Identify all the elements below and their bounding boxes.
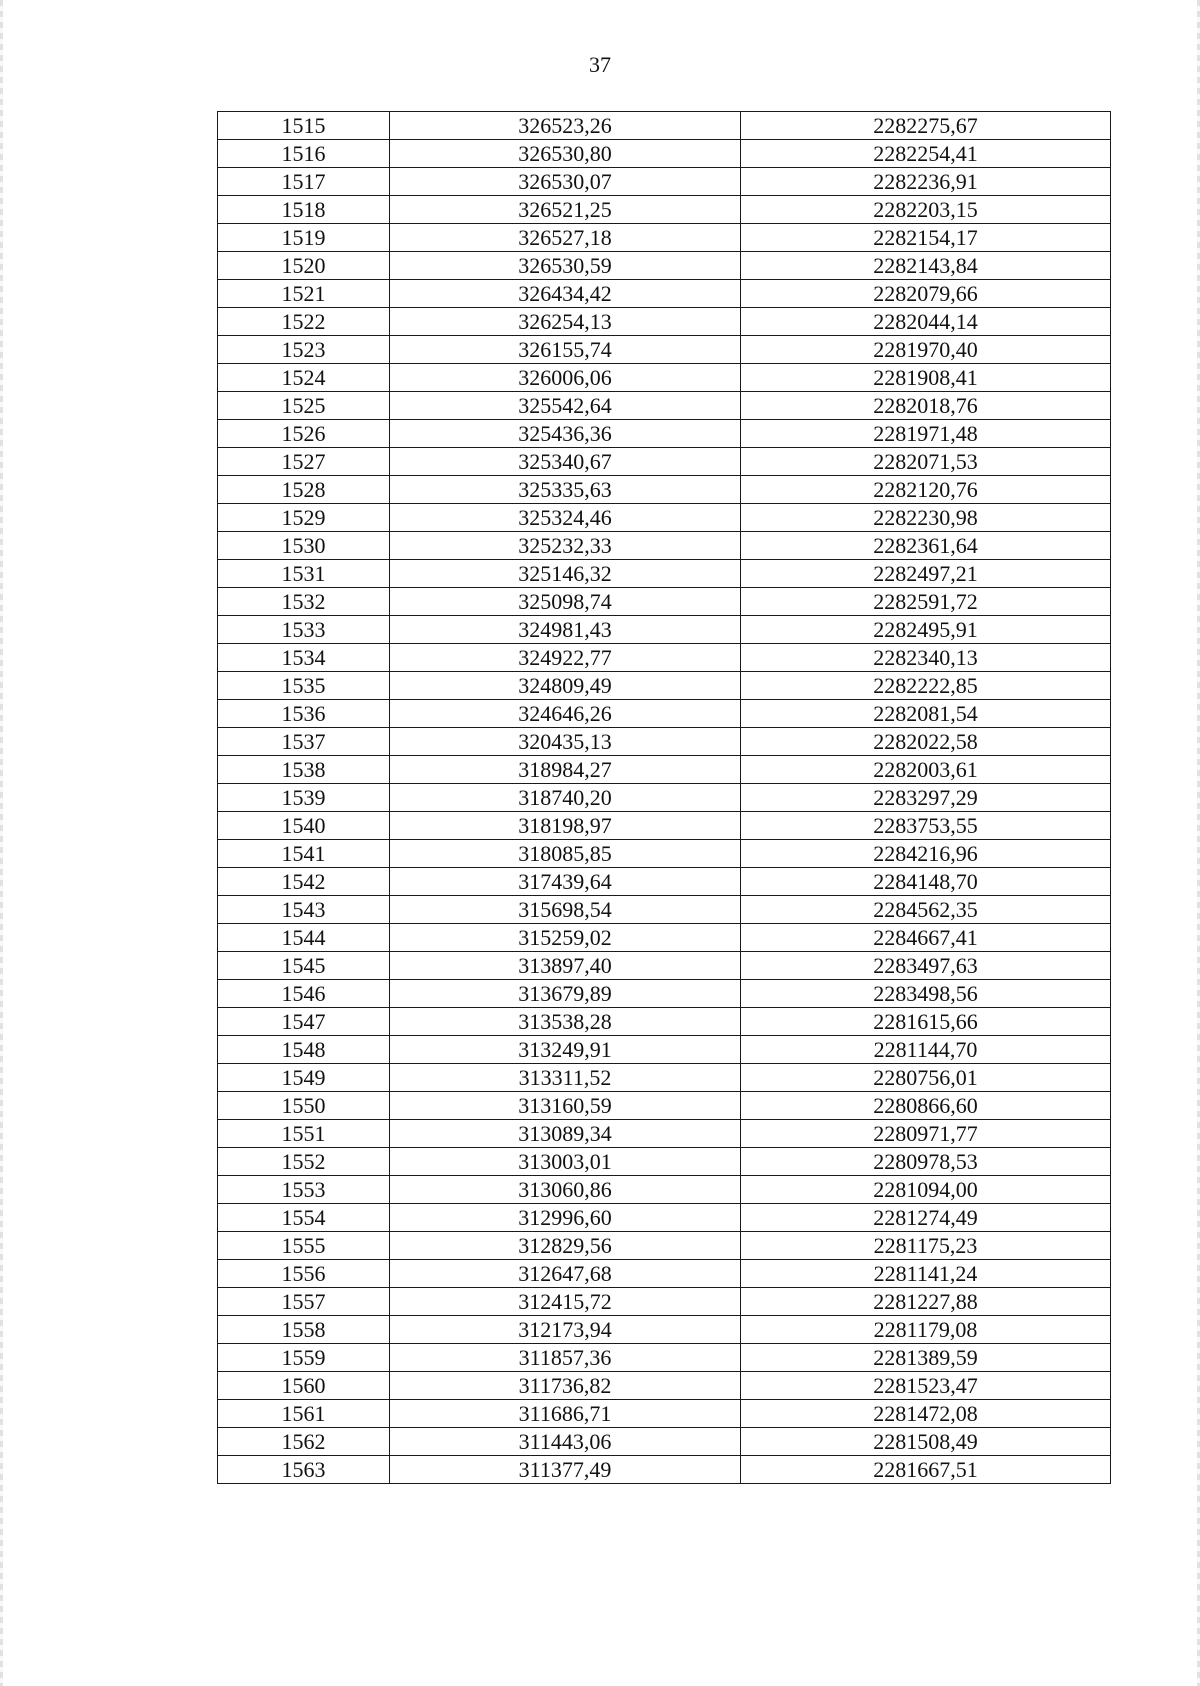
point-number-cell: 1541 — [218, 840, 390, 868]
table-row — [218, 252, 1111, 280]
x-coordinate-cell: 325146,32 — [390, 560, 741, 588]
y-coordinate-cell: 2284148,70 — [741, 868, 1111, 896]
table-row — [218, 448, 1111, 476]
y-coordinate-cell: 2282143,84 — [741, 252, 1111, 280]
y-coordinate-cell: 2282236,91 — [741, 168, 1111, 196]
point-number-cell: 1548 — [218, 1036, 390, 1064]
table-row — [218, 980, 1111, 1008]
y-coordinate-cell: 2281274,49 — [741, 1204, 1111, 1232]
table-row — [218, 1428, 1111, 1456]
point-number-cell: 1529 — [218, 504, 390, 532]
y-coordinate-cell: 2282022,58 — [741, 728, 1111, 756]
table-row — [218, 1148, 1111, 1176]
table-row — [218, 1064, 1111, 1092]
point-number-cell: 1554 — [218, 1204, 390, 1232]
x-coordinate-cell: 317439,64 — [390, 868, 741, 896]
point-number-cell: 1519 — [218, 224, 390, 252]
x-coordinate-cell: 326521,25 — [390, 196, 741, 224]
x-coordinate-cell: 313311,52 — [390, 1064, 741, 1092]
point-number-cell: 1528 — [218, 476, 390, 504]
point-number-cell: 1523 — [218, 336, 390, 364]
point-number-cell: 1516 — [218, 140, 390, 168]
y-coordinate-cell: 2282361,64 — [741, 532, 1111, 560]
point-number-cell: 1527 — [218, 448, 390, 476]
y-coordinate-cell: 2282081,54 — [741, 700, 1111, 728]
y-coordinate-cell: 2284562,35 — [741, 896, 1111, 924]
point-number-cell: 1562 — [218, 1428, 390, 1456]
point-number-cell: 1563 — [218, 1456, 390, 1484]
y-coordinate-cell: 2281667,51 — [741, 1456, 1111, 1484]
table-row — [218, 728, 1111, 756]
y-coordinate-cell: 2282018,76 — [741, 392, 1111, 420]
y-coordinate-cell: 2282254,41 — [741, 140, 1111, 168]
x-coordinate-cell: 315698,54 — [390, 896, 741, 924]
x-coordinate-cell: 311377,49 — [390, 1456, 741, 1484]
table-row — [218, 1400, 1111, 1428]
table-row — [218, 672, 1111, 700]
x-coordinate-cell: 311736,82 — [390, 1372, 741, 1400]
table-row — [218, 1344, 1111, 1372]
point-number-cell: 1550 — [218, 1092, 390, 1120]
table-row — [218, 1260, 1111, 1288]
x-coordinate-cell: 312173,94 — [390, 1316, 741, 1344]
point-number-cell: 1549 — [218, 1064, 390, 1092]
x-coordinate-cell: 312996,60 — [390, 1204, 741, 1232]
table-row — [218, 168, 1111, 196]
x-coordinate-cell: 318984,27 — [390, 756, 741, 784]
x-coordinate-cell: 311443,06 — [390, 1428, 741, 1456]
point-number-cell: 1556 — [218, 1260, 390, 1288]
point-number-cell: 1536 — [218, 700, 390, 728]
table-row — [218, 1092, 1111, 1120]
x-coordinate-cell: 325098,74 — [390, 588, 741, 616]
point-number-cell: 1561 — [218, 1400, 390, 1428]
table-row — [218, 532, 1111, 560]
point-number-cell: 1518 — [218, 196, 390, 224]
point-number-cell: 1560 — [218, 1372, 390, 1400]
point-number-cell: 1537 — [218, 728, 390, 756]
x-coordinate-cell: 326006,06 — [390, 364, 741, 392]
table-row — [218, 700, 1111, 728]
x-coordinate-cell: 324809,49 — [390, 672, 741, 700]
y-coordinate-cell: 2282154,17 — [741, 224, 1111, 252]
x-coordinate-cell: 325324,46 — [390, 504, 741, 532]
y-coordinate-cell: 2281179,08 — [741, 1316, 1111, 1344]
table-row — [218, 1232, 1111, 1260]
y-coordinate-cell: 2282071,53 — [741, 448, 1111, 476]
coordinates-table — [217, 111, 1111, 1484]
y-coordinate-cell: 2281227,88 — [741, 1288, 1111, 1316]
x-coordinate-cell: 325436,36 — [390, 420, 741, 448]
point-number-cell: 1517 — [218, 168, 390, 196]
y-coordinate-cell: 2282222,85 — [741, 672, 1111, 700]
y-coordinate-cell: 2282230,98 — [741, 504, 1111, 532]
point-number-cell: 1515 — [218, 112, 390, 140]
point-number-cell: 1526 — [218, 420, 390, 448]
table-row — [218, 644, 1111, 672]
y-coordinate-cell: 2280978,53 — [741, 1148, 1111, 1176]
y-coordinate-cell: 2280971,77 — [741, 1120, 1111, 1148]
y-coordinate-cell: 2282044,14 — [741, 308, 1111, 336]
y-coordinate-cell: 2284216,96 — [741, 840, 1111, 868]
point-number-cell: 1553 — [218, 1176, 390, 1204]
table-row — [218, 280, 1111, 308]
x-coordinate-cell: 311857,36 — [390, 1344, 741, 1372]
table-row — [218, 476, 1111, 504]
point-number-cell: 1525 — [218, 392, 390, 420]
table-row — [218, 392, 1111, 420]
point-number-cell: 1533 — [218, 616, 390, 644]
x-coordinate-cell: 311686,71 — [390, 1400, 741, 1428]
point-number-cell: 1559 — [218, 1344, 390, 1372]
x-coordinate-cell: 326527,18 — [390, 224, 741, 252]
x-coordinate-cell: 326434,42 — [390, 280, 741, 308]
table-row — [218, 1204, 1111, 1232]
y-coordinate-cell: 2281908,41 — [741, 364, 1111, 392]
table-row — [218, 1176, 1111, 1204]
table-row — [218, 1288, 1111, 1316]
x-coordinate-cell: 325232,33 — [390, 532, 741, 560]
x-coordinate-cell: 326530,07 — [390, 168, 741, 196]
y-coordinate-cell: 2281615,66 — [741, 1008, 1111, 1036]
table-row — [218, 588, 1111, 616]
point-number-cell: 1545 — [218, 952, 390, 980]
x-coordinate-cell: 313089,34 — [390, 1120, 741, 1148]
x-coordinate-cell: 326155,74 — [390, 336, 741, 364]
point-number-cell: 1530 — [218, 532, 390, 560]
x-coordinate-cell: 312415,72 — [390, 1288, 741, 1316]
table-row — [218, 952, 1111, 980]
point-number-cell: 1539 — [218, 784, 390, 812]
x-coordinate-cell: 325335,63 — [390, 476, 741, 504]
table-row — [218, 308, 1111, 336]
x-coordinate-cell: 324646,26 — [390, 700, 741, 728]
table-row — [218, 420, 1111, 448]
point-number-cell: 1544 — [218, 924, 390, 952]
y-coordinate-cell: 2283753,55 — [741, 812, 1111, 840]
page-number: 37 — [589, 52, 611, 77]
y-coordinate-cell: 2283497,63 — [741, 952, 1111, 980]
point-number-cell: 1534 — [218, 644, 390, 672]
point-number-cell: 1551 — [218, 1120, 390, 1148]
y-coordinate-cell: 2283297,29 — [741, 784, 1111, 812]
table-row — [218, 560, 1111, 588]
y-coordinate-cell: 2281472,08 — [741, 1400, 1111, 1428]
x-coordinate-cell: 313060,86 — [390, 1176, 741, 1204]
x-coordinate-cell: 325542,64 — [390, 392, 741, 420]
point-number-cell: 1520 — [218, 252, 390, 280]
scan-edge-left — [0, 0, 3, 1686]
y-coordinate-cell: 2281508,49 — [741, 1428, 1111, 1456]
table-row — [218, 224, 1111, 252]
x-coordinate-cell: 326254,13 — [390, 308, 741, 336]
y-coordinate-cell: 2281523,47 — [741, 1372, 1111, 1400]
y-coordinate-cell: 2282495,91 — [741, 616, 1111, 644]
table-row — [218, 1372, 1111, 1400]
table-row — [218, 196, 1111, 224]
y-coordinate-cell: 2284667,41 — [741, 924, 1111, 952]
x-coordinate-cell: 315259,02 — [390, 924, 741, 952]
y-coordinate-cell: 2282340,13 — [741, 644, 1111, 672]
table-row — [218, 616, 1111, 644]
x-coordinate-cell: 324922,77 — [390, 644, 741, 672]
x-coordinate-cell: 326530,80 — [390, 140, 741, 168]
table-row — [218, 924, 1111, 952]
y-coordinate-cell: 2282497,21 — [741, 560, 1111, 588]
point-number-cell: 1532 — [218, 588, 390, 616]
point-number-cell: 1546 — [218, 980, 390, 1008]
table-row — [218, 1316, 1111, 1344]
y-coordinate-cell: 2282203,15 — [741, 196, 1111, 224]
y-coordinate-cell: 2281144,70 — [741, 1036, 1111, 1064]
y-coordinate-cell: 2281175,23 — [741, 1232, 1111, 1260]
x-coordinate-cell: 313249,91 — [390, 1036, 741, 1064]
x-coordinate-cell: 326523,26 — [390, 112, 741, 140]
point-number-cell: 1538 — [218, 756, 390, 784]
point-number-cell: 1547 — [218, 1008, 390, 1036]
table-row — [218, 336, 1111, 364]
y-coordinate-cell: 2282591,72 — [741, 588, 1111, 616]
table-row — [218, 140, 1111, 168]
table-row — [218, 812, 1111, 840]
y-coordinate-cell: 2282079,66 — [741, 280, 1111, 308]
y-coordinate-cell: 2281389,59 — [741, 1344, 1111, 1372]
table-row — [218, 364, 1111, 392]
x-coordinate-cell: 313897,40 — [390, 952, 741, 980]
y-coordinate-cell: 2281970,40 — [741, 336, 1111, 364]
table-row — [218, 1036, 1111, 1064]
table-row — [218, 504, 1111, 532]
table-row — [218, 756, 1111, 784]
point-number-cell: 1558 — [218, 1316, 390, 1344]
x-coordinate-cell: 313538,28 — [390, 1008, 741, 1036]
table-row — [218, 1456, 1111, 1484]
point-number-cell: 1543 — [218, 896, 390, 924]
table-row — [218, 112, 1111, 140]
x-coordinate-cell: 318740,20 — [390, 784, 741, 812]
x-coordinate-cell: 313160,59 — [390, 1092, 741, 1120]
point-number-cell: 1542 — [218, 868, 390, 896]
point-number-cell: 1555 — [218, 1232, 390, 1260]
table-row — [218, 1120, 1111, 1148]
table-row — [218, 1008, 1111, 1036]
x-coordinate-cell: 312829,56 — [390, 1232, 741, 1260]
point-number-cell: 1535 — [218, 672, 390, 700]
table-row — [218, 896, 1111, 924]
y-coordinate-cell: 2281141,24 — [741, 1260, 1111, 1288]
table-row — [218, 868, 1111, 896]
y-coordinate-cell: 2281971,48 — [741, 420, 1111, 448]
y-coordinate-cell: 2280866,60 — [741, 1092, 1111, 1120]
x-coordinate-cell: 324981,43 — [390, 616, 741, 644]
table-row — [218, 840, 1111, 868]
x-coordinate-cell: 318198,97 — [390, 812, 741, 840]
point-number-cell: 1524 — [218, 364, 390, 392]
coordinates-table-body — [218, 112, 1111, 1484]
x-coordinate-cell: 312647,68 — [390, 1260, 741, 1288]
y-coordinate-cell: 2281094,00 — [741, 1176, 1111, 1204]
y-coordinate-cell: 2282003,61 — [741, 756, 1111, 784]
x-coordinate-cell: 313003,01 — [390, 1148, 741, 1176]
x-coordinate-cell: 320435,13 — [390, 728, 741, 756]
table-row — [218, 784, 1111, 812]
y-coordinate-cell: 2283498,56 — [741, 980, 1111, 1008]
x-coordinate-cell: 313679,89 — [390, 980, 741, 1008]
y-coordinate-cell: 2280756,01 — [741, 1064, 1111, 1092]
x-coordinate-cell: 326530,59 — [390, 252, 741, 280]
point-number-cell: 1552 — [218, 1148, 390, 1176]
point-number-cell: 1540 — [218, 812, 390, 840]
point-number-cell: 1531 — [218, 560, 390, 588]
point-number-cell: 1521 — [218, 280, 390, 308]
y-coordinate-cell: 2282275,67 — [741, 112, 1111, 140]
point-number-cell: 1522 — [218, 308, 390, 336]
x-coordinate-cell: 325340,67 — [390, 448, 741, 476]
point-number-cell: 1557 — [218, 1288, 390, 1316]
x-coordinate-cell: 318085,85 — [390, 840, 741, 868]
y-coordinate-cell: 2282120,76 — [741, 476, 1111, 504]
